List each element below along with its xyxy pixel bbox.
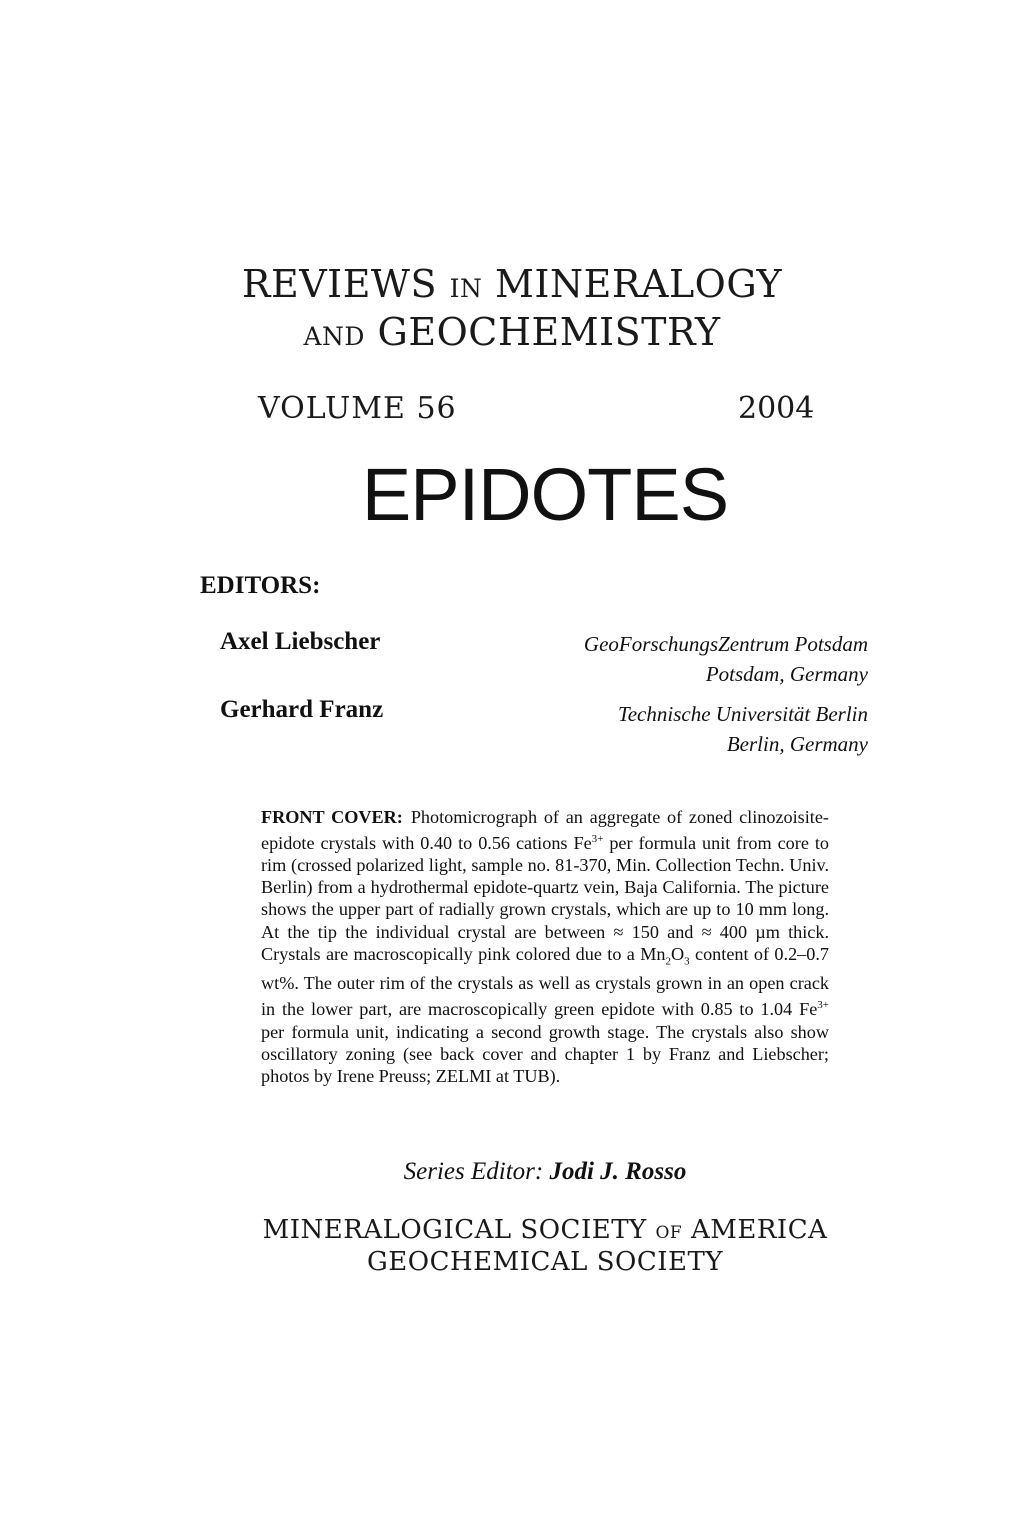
affiliation-institution: GeoForschungsZentrum Potsdam (583, 632, 868, 656)
front-cover-caption (261, 806, 829, 1087)
series-editor (0, 1158, 1024, 1186)
caption-text: content of 0.2–0.7 wt%. The outer rim of the crystals as well as crystals grown in an open crack in the lower part, are macroscopically green epidote with 0.85 to 1.04 Fe (261, 943, 829, 1020)
series-title-line-1 (0, 262, 1024, 306)
caption-text: O (671, 943, 685, 964)
book-title: EPIDOTES (361, 453, 729, 536)
editors-heading: EDITORS: (200, 572, 321, 599)
caption-superscript: 3+ (817, 999, 829, 1012)
editor-affiliation (448, 629, 868, 689)
caption-subscript: 2 (665, 955, 672, 968)
front-cover-label: FRONT COVER: (261, 807, 403, 827)
publisher-line-2: GEOCHEMICAL SOCIETY (367, 1247, 723, 1277)
editor-affiliation (448, 699, 868, 759)
series-word-geochemistry: GEOCHEMISTRY (377, 310, 721, 354)
series-word-mineralogy: MINERALOGY (494, 262, 783, 306)
volume-year: 2004 (738, 391, 815, 426)
series-editor-label: Series Editor: (403, 1158, 544, 1185)
caption-text: per formula unit, indicating a second growth stage. The crystals also show oscillatory zoning (see back cover and chapter 1 by Franz and Liebscher; photos by Irene Preuss; ZELMI at TUB). (261, 1021, 829, 1086)
publisher-msa-part1: MINERALOGICAL SOCIETY (262, 1215, 647, 1245)
affiliation-location: Potsdam, Germany (705, 662, 868, 686)
publisher-line-1 (0, 1215, 1024, 1245)
series-editor-name: Jodi J. Rosso (549, 1158, 687, 1185)
affiliation-institution: Technische Universität Berlin (617, 702, 868, 726)
editor-name: Gerhard Franz (220, 696, 384, 723)
affiliation-location: Berlin, Germany (726, 732, 868, 756)
series-word-reviews: REVIEWS (241, 262, 438, 306)
publisher-msa-of: OF (655, 1223, 683, 1243)
caption-text: Photomicrograph of an aggregate of zoned clinozoisite-epidote crystals with 0.40 to 0.56 cations Fe (261, 807, 829, 854)
series-word-and: AND (303, 322, 365, 351)
series-word-in: IN (449, 274, 483, 303)
caption-text: per formula unit from core to rim (crossed polarized light, sample no. 81-370, Min. Collection Techn. Univ. Berlin) from a hydrothermal epidote-quartz vein, Baja California. The picture shows the upper part of radially grown crystals, which are up to 10 mm long. At the tip the individual crystal are between ≈ 150 and ≈ 400 µm thick. Crystals are macroscopically pink colored due to a Mn (261, 833, 829, 964)
publisher-msa-part2: AMERICA (690, 1215, 828, 1245)
editor-name: Axel Liebscher (220, 628, 381, 655)
caption-subscript: 3 (684, 955, 690, 968)
caption-superscript: 3+ (591, 833, 604, 846)
volume-number: VOLUME 56 (258, 391, 457, 426)
series-title-line-2 (0, 310, 1024, 354)
